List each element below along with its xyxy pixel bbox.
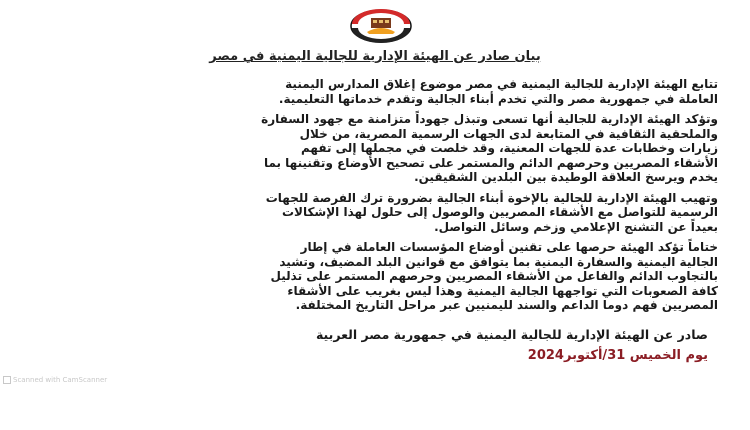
statement-body: [258, 77, 718, 313]
camscanner-icon: [3, 376, 11, 384]
paragraph-schools-closure: تتابع الهيئة الإدارية للجالية اليمنية في مصر موضوع إغلاق المدارس اليمنية العاملة في جمهورية مصر والتي تخدم أبناء الجالية وتقدم خدماتها التعليمية.: [278, 77, 718, 106]
statement-date: يوم الخميس 31/أكتوبر2024: [527, 347, 708, 363]
paragraph-efforts: وتؤكد الهيئة الإدارية للجالية أنها تسعى وتبذل جهوداً متزامنة مع جهود السفارة والملحقية الثقافية في المتابعة لدى الجهات الرسمية المصرية، من خلال زيارات وخطابات عدة للجهات المعنية، وقد خلصت في مجملها إلى تفهم الأشقاء المصريين وحرصهم الدائم والمستمر على تصحيح الأوضاع وتقنينها بما يخدم ويرسخ العلاقة الوطيدة بين البلدين الشقيقين.: [261, 112, 718, 184]
yemeni-community-logo: [349, 8, 413, 44]
watermark-text: Scanned with CamScanner: [13, 375, 108, 384]
signoff-line: صادر عن الهيئة الإدارية للجالية اليمنية في جمهورية مصر العربية: [315, 326, 708, 342]
paragraph-conclusion: ختاماً تؤكد الهيئة حرصها على تقنين أوضاع المؤسسات العاملة في إطار الجالية اليمنية والسفارة اليمنية بما يتوافق مع قوانين البلد المضيف، وتشيد بالتجاوب الدائم والفاعل من الأشقاء المصريين وحرصهم المستمر على تذليل كافة الصعوبات التي تواجهها الجالية اليمنية وهذا ليس بغريب على الأشقاء المصريين فهم دوما الداعم والسند لليمنيين عبر مراحل التاريخ المختلفة.: [270, 240, 718, 312]
scanner-watermark: [3, 376, 750, 385]
statement-title: بيان صادر عن الهيئة الإدارية للجالية اليمنية في مصر: [209, 49, 541, 64]
paragraph-appeal: وتهيب الهيئة الإدارية للجالية بالإخوة أبناء الجالية بضرورة ترك الفرصة للجهات الرسمية للتواصل مع الأشقاء المصريين والوصول إلى حلول لهذا الإشكالات بعيداً عن التشنج الإعلامي وزخم وسائل التواصل.: [265, 190, 718, 234]
